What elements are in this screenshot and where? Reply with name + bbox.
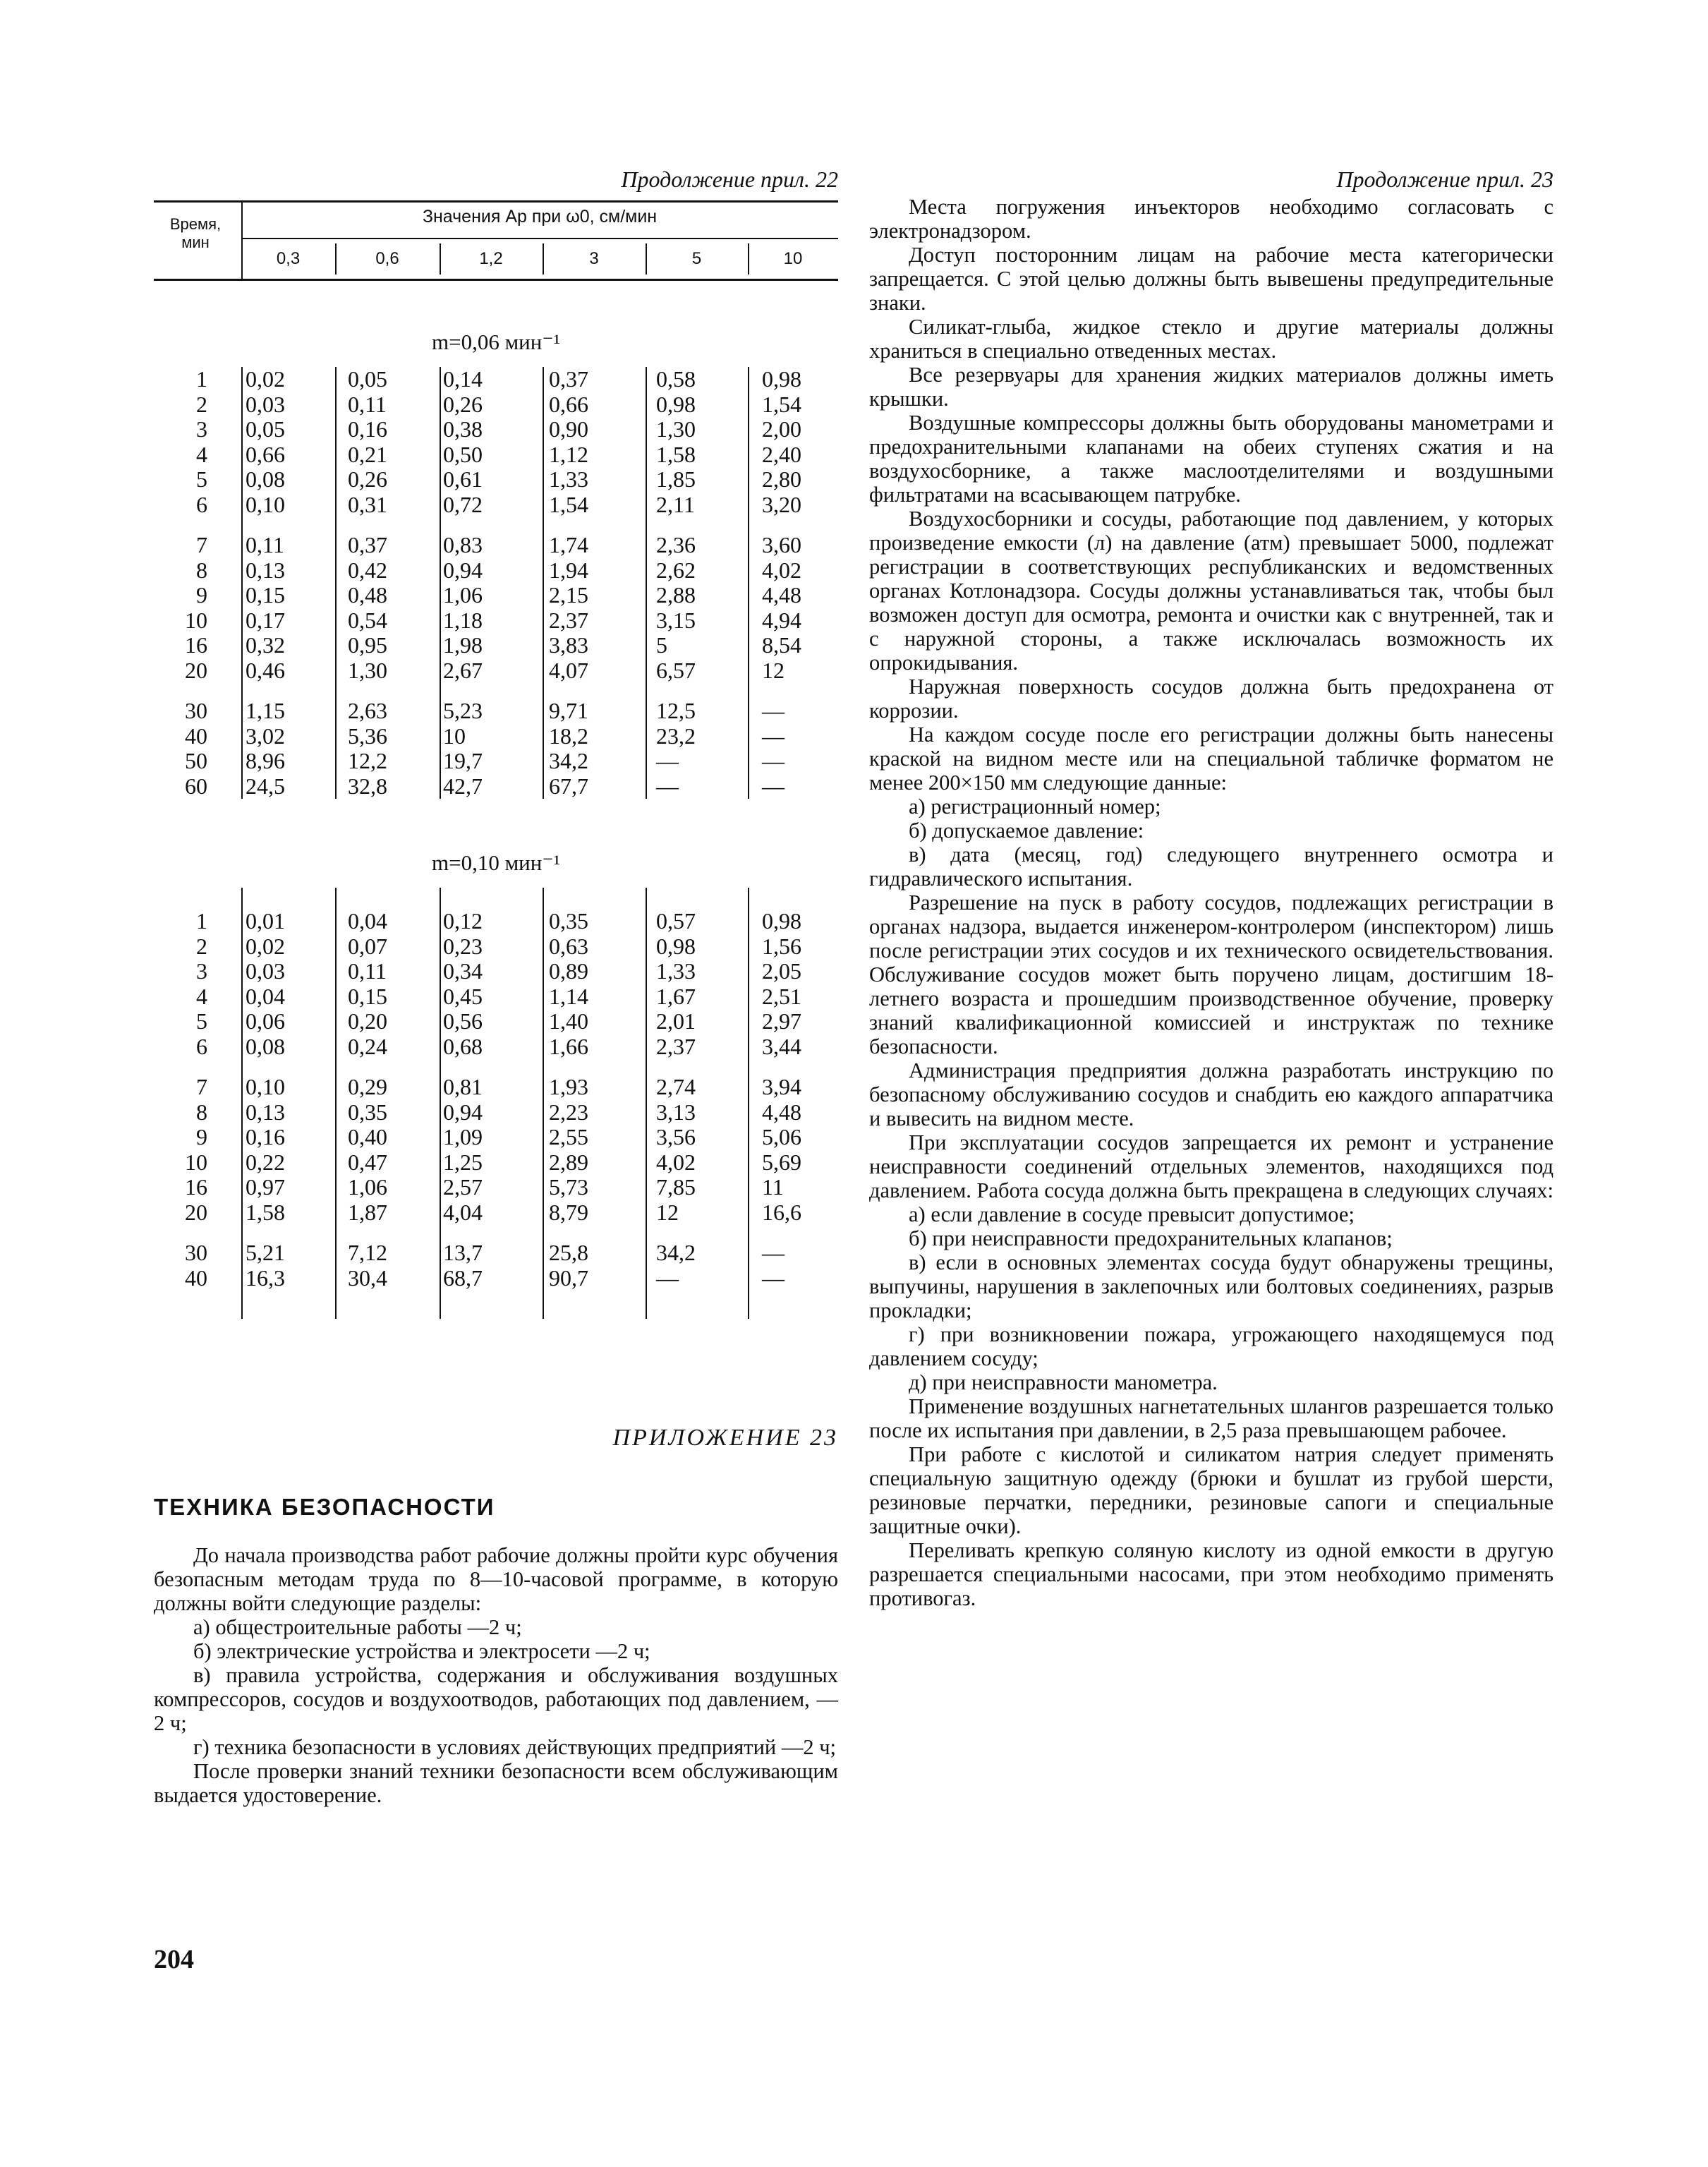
value-cell: 0,98 — [656, 391, 696, 417]
value-cell: 8,79 — [549, 1199, 588, 1225]
value-cell: 2,55 — [549, 1124, 588, 1149]
value-cell: 67,7 — [549, 773, 588, 799]
value-cell: 0,66 — [246, 441, 285, 467]
value-cell: 0,38 — [443, 416, 483, 442]
table-row — [154, 1125, 838, 1150]
value-cell: — — [762, 1240, 785, 1265]
table-row — [154, 749, 838, 774]
time-cell: 9 — [196, 582, 207, 608]
value-cell: 0,04 — [348, 908, 387, 934]
list-item: в) правила устройства, содержания и обслуживания воздушных компрессоров, сосудов и воздухоотводов, работающих под давлением, —2 ч; — [154, 1663, 838, 1735]
value-cell: 0,01 — [246, 908, 285, 934]
value-cell: 0,02 — [246, 933, 285, 959]
value-cell: 68,7 — [443, 1264, 483, 1291]
time-cell: 4 — [196, 983, 207, 1009]
row-group-gap — [154, 517, 838, 533]
value-cell: — — [762, 773, 785, 799]
value-cell: 1,87 — [348, 1199, 387, 1225]
value-cell: 0,05 — [348, 366, 387, 392]
value-cell: 4,48 — [762, 1099, 801, 1125]
time-header-line-2: мин — [181, 234, 210, 251]
value-cell: 3,15 — [656, 607, 696, 633]
value-cell: 0,35 — [348, 1099, 387, 1125]
value-cell: 1,54 — [762, 391, 801, 417]
table-row — [154, 392, 838, 418]
table-row — [154, 608, 838, 634]
table-row — [154, 558, 838, 584]
paragraph: Силикат-глыба, жидкое стекло и другие материалы должны храниться в специально отведенных местах. — [869, 315, 1553, 363]
time-cell: 10 — [185, 607, 207, 633]
paragraph: На каждом сосуде после его регистрации должны быть нанесены краской на видном месте или на специальной табличке форматом не менее 200×150 мм следующие данные: — [869, 723, 1553, 795]
value-cell: 0,31 — [348, 491, 387, 517]
list-item: г) техника безопасности в условиях действующих предприятий —2 ч; — [193, 1735, 837, 1759]
time-header — [154, 215, 237, 252]
value-cell: 0,66 — [549, 391, 588, 417]
value-cell: 0,11 — [348, 958, 387, 984]
time-cell: 1 — [196, 908, 207, 934]
value-cell: 0,94 — [443, 557, 483, 583]
value-cell: 2,67 — [443, 657, 483, 683]
time-cell: 5 — [196, 466, 207, 492]
value-cell: 3,60 — [762, 532, 801, 557]
col-header: 3 — [589, 249, 599, 268]
value-cell: 0,37 — [549, 366, 588, 392]
data-table — [154, 200, 838, 1319]
value-cell: 1,09 — [443, 1124, 483, 1149]
value-cell: 1,58 — [246, 1199, 285, 1225]
paragraph: При эксплуатации сосудов запрещается их ремонт и устранение неисправности соединений отдельных элементов, находящихся под давлением. Работа сосуда должна быть прекращена в следующих случаях: — [869, 1130, 1553, 1202]
paragraph: Переливать крепкую соляную кислоту из одной емкости в другую разрешается специальными насосами, при этом необходимо применять противогаз. — [869, 1538, 1553, 1610]
time-cell: 30 — [185, 1240, 207, 1265]
table-row — [154, 909, 838, 934]
paragraph: До начала производства работ рабочие должны пройти курс обучения безопасным методам труда по 8—10-часовой программе, в которую должны войти следующие разделы: — [154, 1543, 838, 1615]
appendix-label: ПРИЛОЖЕНИЕ 23 — [612, 1425, 838, 1451]
value-cell: — — [762, 1264, 785, 1291]
value-cell: 0,17 — [246, 607, 285, 633]
time-cell: 2 — [196, 933, 207, 959]
value-cell: 0,83 — [443, 532, 483, 557]
value-cell: 0,14 — [443, 366, 483, 392]
value-cell: 2,63 — [348, 698, 387, 723]
col-header: 10 — [783, 249, 803, 268]
time-cell: 6 — [196, 491, 207, 517]
time-cell: 3 — [196, 416, 207, 442]
value-cell: 0,97 — [246, 1174, 285, 1200]
value-cell: 0,05 — [246, 416, 285, 442]
table-row — [154, 533, 838, 558]
value-cell: — — [762, 698, 785, 723]
value-cell: 0,11 — [348, 391, 387, 417]
list-item: б) при неисправности предохранительных клапанов; — [909, 1226, 1393, 1250]
value-cell: 10 — [443, 723, 466, 749]
value-cell: 30,4 — [348, 1264, 387, 1291]
value-cell: 0,35 — [549, 908, 588, 934]
value-cell: 0,07 — [348, 933, 387, 959]
value-cell: 1,66 — [549, 1033, 588, 1059]
list-item: д) при неисправности манометра. — [909, 1370, 1218, 1394]
table-row — [154, 1241, 838, 1266]
value-cell: 0,03 — [246, 958, 285, 984]
time-cell: 7 — [196, 1074, 207, 1099]
table-row — [154, 1266, 838, 1291]
time-cell: 40 — [185, 723, 207, 749]
time-cell: 4 — [196, 441, 207, 467]
right-column — [869, 164, 1553, 1610]
table-row — [154, 1034, 838, 1060]
value-cell: 0,13 — [246, 1099, 285, 1125]
value-cell: 1,74 — [549, 532, 588, 557]
value-cell: 2,00 — [762, 416, 801, 442]
col-header: 1,2 — [479, 249, 503, 268]
value-cell: — — [656, 773, 679, 799]
value-cell: 2,36 — [656, 532, 696, 557]
value-cell: 1,85 — [656, 466, 696, 492]
value-cell: 19,7 — [443, 748, 483, 773]
value-cell: 0,58 — [656, 366, 696, 392]
value-cell: 1,94 — [549, 557, 588, 583]
value-cell: 4,48 — [762, 582, 801, 608]
table-row — [154, 934, 838, 960]
value-cell: 3,13 — [656, 1099, 696, 1125]
continuation-label-left: Продолжение прил. 22 — [621, 167, 838, 192]
section-title: ТЕХНИКА БЕЗОПАСНОСТИ — [154, 1494, 495, 1520]
value-cell: 1,54 — [549, 491, 588, 517]
time-cell: 60 — [185, 773, 207, 799]
value-cell: 1,12 — [549, 441, 588, 467]
time-cell: 6 — [196, 1033, 207, 1059]
value-cell: 5,06 — [762, 1124, 801, 1149]
list-item: б) допускаемое давление: — [909, 819, 1144, 843]
value-cell: 12,5 — [656, 698, 696, 723]
value-cell: 1,15 — [246, 698, 285, 723]
value-cell: 7,12 — [348, 1240, 387, 1265]
table-row — [154, 1175, 838, 1200]
value-cell: 0,08 — [246, 466, 285, 492]
list-item: г) при возникновении пожара, угрожающего находящемуся под давлением сосуду; — [869, 1322, 1553, 1370]
table-row — [154, 699, 838, 724]
value-cell: 0,68 — [443, 1033, 483, 1059]
value-cell: 1,18 — [443, 607, 483, 633]
value-cell: 0,50 — [443, 441, 483, 467]
row-group-gap — [154, 1059, 838, 1075]
value-cell: 0,29 — [348, 1074, 387, 1099]
value-cell: 0,72 — [443, 491, 483, 517]
value-cell: 0,46 — [246, 657, 285, 683]
value-cell: 2,40 — [762, 441, 801, 467]
value-cell: 2,57 — [443, 1174, 483, 1200]
time-cell: 8 — [196, 1099, 207, 1125]
list-item: б) электрические устройства и электросети —2 ч; — [193, 1639, 650, 1663]
list-item: в) дата (месяц, год) следующего внутреннего осмотра и гидравлического испытания. — [869, 843, 1553, 891]
paragraph: Воздушные компрессоры должны быть оборудованы манометрами и предохранительными клапанами на обеих ступенях сжатия и на воздухосборнике, а также маслоотделителями и воздушными фильтратами на всасывающем патрубке. — [869, 411, 1553, 507]
value-cell: 9,71 — [549, 698, 588, 723]
paragraph: Воздухосборники и сосуды, работающие под давлением, у которых произведение емкости (л) на давление (атм) превышает 5000, подлежат регистрации в соответствующих республиканских и ведомственных органах Котлонадзора. Сосуды должны устанавливаться так, чтобы был возможен доступ для осмотра, ремонта и очистки как с внутренней, так и с наружной стороны, а также исключалась возможность их опрокидывания. — [869, 507, 1553, 675]
value-cell: 0,94 — [443, 1099, 483, 1125]
time-cell: 50 — [185, 748, 207, 773]
value-cell: 13,7 — [443, 1240, 483, 1265]
list-item: а) регистрационный номер; — [909, 795, 1161, 819]
values-header: Значения Aр при ω0, см/мин — [241, 207, 838, 239]
table-row — [154, 417, 838, 442]
value-cell: 12,2 — [348, 748, 387, 773]
value-cell: 1,30 — [348, 657, 387, 683]
value-cell: 12 — [656, 1199, 679, 1225]
paragraph: После проверки знаний техники безопасности всем обслуживающим выдается удостоверение. — [154, 1759, 838, 1807]
value-cell: 2,37 — [656, 1033, 696, 1059]
right-text — [869, 195, 1553, 1610]
value-cell: 12 — [762, 657, 785, 683]
table-row — [154, 774, 838, 799]
value-cell: 0,37 — [348, 532, 387, 557]
value-cell: 0,21 — [348, 441, 387, 467]
time-cell: 20 — [185, 1199, 207, 1225]
value-cell: 3,02 — [246, 723, 285, 749]
value-cell: 34,2 — [656, 1240, 696, 1265]
value-cell: 4,04 — [443, 1199, 483, 1225]
value-cell: 1,33 — [656, 958, 696, 984]
paragraph: Разрешение на пуск в работу сосудов, подлежащих регистрации в органах надзора, выдается инженером-контролером (инспектором) лишь после регистрации этих сосудов и их технического освидетельствования. Обслуживание сосудов может быть поручено лицам, достигшим 18-летнего возраста и прошедшим производственное обучение, проверку знаний квалификационной комиссией и инструктаж по технике безопасности. — [869, 891, 1553, 1058]
paragraph: Администрация предприятия должна разработать инструкцию по безопасному обслуживанию сосудов и снабдить ею каждого аппаратчика и вывесить на видном месте. — [869, 1058, 1553, 1130]
row-group-gap — [154, 683, 838, 699]
value-cell: — — [762, 748, 785, 773]
value-cell: 3,56 — [656, 1124, 696, 1149]
value-cell: 4,02 — [762, 557, 801, 583]
block-title-1: m=0,06 мин⁻¹ — [431, 330, 561, 354]
value-cell: 2,74 — [656, 1074, 696, 1099]
time-cell: 8 — [196, 557, 207, 583]
value-cell: 16,6 — [762, 1199, 801, 1225]
value-cell: 0,89 — [549, 958, 588, 984]
value-cell: 1,67 — [656, 983, 696, 1009]
time-cell: 20 — [185, 657, 207, 683]
table-row — [154, 959, 838, 984]
col-header: 5 — [691, 249, 702, 268]
left-column — [154, 164, 838, 1807]
value-cell: — — [656, 1264, 679, 1291]
paragraph: При работе с кислотой и силикатом натрия следует применять специальную защитную одежду (брюки и бушлат из грубой шерсти, резиновые перчатки, передники, резиновые сапоги и специальные защитные очки). — [869, 1442, 1553, 1538]
page-number: 204 — [154, 1945, 194, 1974]
value-cell: 0,42 — [348, 557, 387, 583]
value-cell: 34,2 — [549, 748, 588, 773]
time-cell: 3 — [196, 958, 207, 984]
value-cell: 4,02 — [656, 1149, 696, 1175]
value-cell: 18,2 — [549, 723, 588, 749]
value-cell: 0,40 — [348, 1124, 387, 1149]
value-cell: 3,20 — [762, 491, 801, 517]
value-cell: 1,33 — [549, 466, 588, 492]
value-cell: 0,56 — [443, 1008, 483, 1034]
value-cell: 2,62 — [656, 557, 696, 583]
value-cell: 2,80 — [762, 466, 801, 492]
value-cell: 4,94 — [762, 607, 801, 633]
value-cell: 5,36 — [348, 723, 387, 749]
value-cell: 2,01 — [656, 1008, 696, 1034]
value-cell: 2,89 — [549, 1149, 588, 1175]
value-cell: 3,44 — [762, 1033, 801, 1059]
value-cell: 2,88 — [656, 582, 696, 608]
table-header — [154, 200, 838, 281]
list-item: а) если давление в сосуде превысит допустимое; — [909, 1202, 1355, 1226]
value-cell: 1,30 — [656, 416, 696, 442]
value-cell: 0,26 — [348, 466, 387, 492]
time-cell: 16 — [185, 1174, 207, 1200]
value-cell: 6,57 — [656, 657, 696, 683]
value-cell: 0,48 — [348, 582, 387, 608]
value-cell: 2,15 — [549, 582, 588, 608]
value-cell: 8,54 — [762, 632, 801, 658]
time-cell: 7 — [196, 532, 207, 557]
value-cell: 23,2 — [656, 723, 696, 749]
value-cell: 0,10 — [246, 491, 285, 517]
value-cell: 32,8 — [348, 773, 387, 799]
value-cell: 1,40 — [549, 1008, 588, 1034]
value-cell: 0,98 — [762, 366, 801, 392]
time-cell: 2 — [196, 391, 207, 417]
value-cell: 0,12 — [443, 908, 483, 934]
table-row — [154, 442, 838, 468]
value-cell: 2,05 — [762, 958, 801, 984]
table-row — [154, 1100, 838, 1125]
time-cell: 10 — [185, 1149, 207, 1175]
paragraph: Наружная поверхность сосудов должна быть предохранена от коррозии. — [869, 675, 1553, 723]
value-cell: — — [656, 748, 679, 773]
value-cell: 2,51 — [762, 983, 801, 1009]
value-cell: 0,02 — [246, 366, 285, 392]
value-cell: 1,56 — [762, 933, 801, 959]
value-cell: 16,3 — [246, 1264, 285, 1291]
value-cell: 5,23 — [443, 698, 483, 723]
time-cell: 9 — [196, 1124, 207, 1149]
value-cell: 42,7 — [443, 773, 483, 799]
paragraph: Применение воздушных нагнетательных шлангов разрешается только после их испытания при давлении, в 2,5 раза превышающем рабочее. — [869, 1394, 1553, 1442]
value-cell: 0,98 — [656, 933, 696, 959]
value-cell: 11 — [762, 1174, 784, 1200]
value-cell: 0,22 — [246, 1149, 285, 1175]
paragraph: Доступ посторонним лицам на рабочие места категорически запрещается. С этой целью должны быть вывешены предупредительные знаки. — [869, 243, 1553, 315]
value-cell: 0,32 — [246, 632, 285, 658]
value-cell: 5,73 — [549, 1174, 588, 1200]
value-cell: 0,13 — [246, 557, 285, 583]
value-cell: — — [762, 723, 785, 749]
value-cell: 0,95 — [348, 632, 387, 658]
value-cell: 0,11 — [246, 532, 284, 557]
value-cell: 0,16 — [348, 416, 387, 442]
time-cell: 16 — [185, 632, 207, 658]
value-cell: 24,5 — [246, 773, 285, 799]
value-cell: 0,15 — [348, 983, 387, 1009]
value-cell: 90,7 — [549, 1264, 588, 1291]
value-cell: 0,47 — [348, 1149, 387, 1175]
continuation-label-right: Продолжение прил. 23 — [1336, 167, 1553, 192]
table-row — [154, 658, 838, 684]
value-cell: 1,93 — [549, 1074, 588, 1099]
value-cell: 0,26 — [443, 391, 483, 417]
value-cell: 0,16 — [246, 1124, 285, 1149]
value-cell: 0,81 — [443, 1074, 483, 1099]
value-cell: 5 — [656, 632, 667, 658]
value-cell: 0,45 — [443, 983, 483, 1009]
value-cell: 3,94 — [762, 1074, 801, 1099]
value-cell: 3,83 — [549, 632, 588, 658]
value-cell: 0,08 — [246, 1033, 285, 1059]
value-cell: 0,23 — [443, 933, 483, 959]
value-cell: 8,96 — [246, 748, 285, 773]
value-cell: 0,04 — [246, 983, 285, 1009]
value-cell: 0,90 — [549, 416, 588, 442]
value-cell: 0,63 — [549, 933, 588, 959]
value-cell: 4,07 — [549, 657, 588, 683]
value-cell: 5,21 — [246, 1240, 285, 1265]
table-row — [154, 633, 838, 658]
col-header: 0,3 — [276, 249, 301, 268]
value-cell: 1,06 — [443, 582, 483, 608]
paragraph: Места погружения инъекторов необходимо согласовать с электронадзором. — [869, 195, 1553, 243]
block-title-2: m=0,10 мин⁻¹ — [431, 850, 561, 875]
value-cell: 0,98 — [762, 908, 801, 934]
value-cell: 1,06 — [348, 1174, 387, 1200]
table-block-1 — [154, 367, 838, 799]
value-cell: 7,85 — [656, 1174, 696, 1200]
value-cell: 0,61 — [443, 466, 483, 492]
value-cell: 1,98 — [443, 632, 483, 658]
table-row — [154, 1150, 838, 1176]
time-cell: 5 — [196, 1008, 207, 1034]
value-cell: 0,34 — [443, 958, 483, 984]
list-item: а) общестроительные работы —2 ч; — [193, 1615, 522, 1639]
time-header-line-1: Время, — [169, 215, 222, 233]
value-cell: 2,37 — [549, 607, 588, 633]
value-cell: 1,25 — [443, 1149, 483, 1175]
value-cell: 2,97 — [762, 1008, 801, 1034]
value-cell: 0,10 — [246, 1074, 285, 1099]
value-cell: 1,58 — [656, 441, 696, 467]
table-row — [154, 724, 838, 749]
time-cell: 40 — [185, 1264, 207, 1291]
table-row — [154, 1075, 838, 1100]
table-row — [154, 1009, 838, 1034]
paragraph: Все резервуары для хранения жидких материалов должны иметь крышки. — [869, 363, 1553, 411]
col-header: 0,6 — [375, 249, 399, 268]
table-row — [154, 583, 838, 608]
value-cell: 0,03 — [246, 391, 285, 417]
value-cell: 0,06 — [246, 1008, 285, 1034]
value-cell: 1,14 — [549, 983, 588, 1009]
value-cell: 2,11 — [656, 491, 695, 517]
table-row — [154, 493, 838, 518]
row-group-gap — [154, 1225, 838, 1241]
value-cell: 0,20 — [348, 1008, 387, 1034]
table-row — [154, 467, 838, 493]
value-cell: 0,24 — [348, 1033, 387, 1059]
list-item: в) если в основных элементах сосуда будут обнаружены трещины, выпучины, нарушения в заклепочных или болтовых соединениях, разрыв прокладки; — [869, 1250, 1553, 1322]
value-cell: 0,57 — [656, 908, 696, 934]
value-cell: 5,69 — [762, 1149, 801, 1175]
value-cell: 0,54 — [348, 607, 387, 633]
table-row — [154, 1200, 838, 1226]
time-cell: 30 — [185, 698, 207, 723]
table-row — [154, 984, 838, 1010]
value-cell: 25,8 — [549, 1240, 588, 1265]
value-cell: 2,23 — [549, 1099, 588, 1125]
table-row — [154, 367, 838, 392]
time-cell: 1 — [196, 366, 207, 392]
left-text — [154, 1543, 838, 1807]
value-cell: 0,15 — [246, 582, 285, 608]
table-block-2 — [154, 888, 838, 1319]
